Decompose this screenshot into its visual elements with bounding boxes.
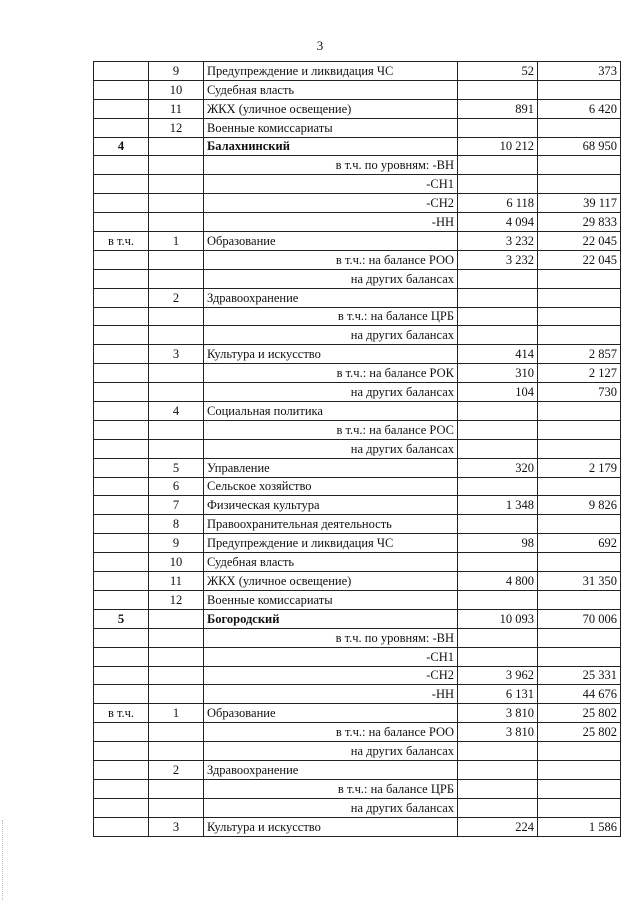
- table-row: [94, 742, 621, 761]
- cell-value-1: 6 131: [458, 685, 538, 704]
- cell-district-no: [94, 326, 149, 345]
- table-row: [94, 534, 621, 553]
- cell-district-no: [94, 798, 149, 817]
- cell-item-no: 4: [149, 402, 204, 421]
- table-row: [94, 288, 621, 307]
- cell-value-1: 10 212: [458, 137, 538, 156]
- cell-name: Образование: [204, 704, 458, 723]
- cell-value-1: 3 810: [458, 723, 538, 742]
- cell-item-no: 1: [149, 704, 204, 723]
- cell-name: -НН: [204, 685, 458, 704]
- cell-value-2: [538, 269, 621, 288]
- cell-district-no: [94, 723, 149, 742]
- cell-value-1: [458, 420, 538, 439]
- cell-value-2: [538, 439, 621, 458]
- cell-value-1: 52: [458, 62, 538, 81]
- table-row: [94, 326, 621, 345]
- cell-district-no: [94, 156, 149, 175]
- cell-name: в т.ч. по уровням: -ВН: [204, 156, 458, 175]
- cell-value-2: 1 586: [538, 817, 621, 836]
- cell-name: в т.ч.: на балансе РОО: [204, 723, 458, 742]
- cell-value-2: [538, 156, 621, 175]
- cell-value-2: [538, 590, 621, 609]
- table-row: [94, 213, 621, 232]
- cell-item-no: [149, 609, 204, 628]
- cell-value-1: [458, 760, 538, 779]
- cell-district-no: [94, 307, 149, 326]
- cell-name: Здравоохранение: [204, 760, 458, 779]
- cell-value-2: [538, 307, 621, 326]
- cell-name: в т.ч.: на балансе ЦРБ: [204, 307, 458, 326]
- table-row: [94, 420, 621, 439]
- cell-item-no: 3: [149, 345, 204, 364]
- cell-item-no: 10: [149, 553, 204, 572]
- cell-item-no: 9: [149, 62, 204, 81]
- cell-value-1: [458, 80, 538, 99]
- cell-value-1: [458, 628, 538, 647]
- table-row: [94, 307, 621, 326]
- cell-name: Предупреждение и ликвидация ЧС: [204, 62, 458, 81]
- cell-item-no: [149, 156, 204, 175]
- cell-district-no: [94, 458, 149, 477]
- cell-item-no: [149, 175, 204, 194]
- table-row: [94, 666, 621, 685]
- table-row: [94, 628, 621, 647]
- cell-district-no: [94, 779, 149, 798]
- table-row: [94, 383, 621, 402]
- table-body: [94, 62, 621, 837]
- cell-value-1: [458, 515, 538, 534]
- cell-item-no: [149, 250, 204, 269]
- cell-value-1: 98: [458, 534, 538, 553]
- cell-name: на других балансах: [204, 383, 458, 402]
- cell-value-1: 6 118: [458, 194, 538, 213]
- cell-name: -СН2: [204, 666, 458, 685]
- table-row: [94, 590, 621, 609]
- cell-item-no: 5: [149, 458, 204, 477]
- table-row: [94, 496, 621, 515]
- cell-district-no: [94, 534, 149, 553]
- table-row: [94, 704, 621, 723]
- cell-value-1: 320: [458, 458, 538, 477]
- cell-district-no: [94, 213, 149, 232]
- cell-name: Судебная власть: [204, 80, 458, 99]
- cell-value-2: 692: [538, 534, 621, 553]
- cell-district-no: [94, 439, 149, 458]
- cell-name: Здравоохранение: [204, 288, 458, 307]
- table-row: [94, 80, 621, 99]
- cell-name: в т.ч.: на балансе РОС: [204, 420, 458, 439]
- cell-item-no: [149, 137, 204, 156]
- cell-value-1: [458, 156, 538, 175]
- table-row: [94, 269, 621, 288]
- cell-value-1: 3 232: [458, 232, 538, 251]
- cell-item-no: 3: [149, 817, 204, 836]
- cell-name: на других балансах: [204, 742, 458, 761]
- cell-value-2: [538, 798, 621, 817]
- budget-table: [93, 61, 621, 837]
- cell-value-2: [538, 742, 621, 761]
- cell-item-no: [149, 742, 204, 761]
- cell-district-no: [94, 250, 149, 269]
- cell-name: Богородский: [204, 609, 458, 628]
- cell-value-1: [458, 175, 538, 194]
- cell-value-1: [458, 288, 538, 307]
- table-row: [94, 723, 621, 742]
- cell-value-1: 3 962: [458, 666, 538, 685]
- cell-name: на других балансах: [204, 269, 458, 288]
- cell-item-no: 1: [149, 232, 204, 251]
- table-row: [94, 458, 621, 477]
- cell-item-no: [149, 798, 204, 817]
- cell-item-no: [149, 364, 204, 383]
- cell-name: ЖКХ (уличное освещение): [204, 99, 458, 118]
- cell-value-2: [538, 420, 621, 439]
- scan-edge-mark: [2, 820, 5, 900]
- cell-value-1: 4 800: [458, 572, 538, 591]
- cell-value-2: 39 117: [538, 194, 621, 213]
- cell-name: Управление: [204, 458, 458, 477]
- cell-name: Судебная власть: [204, 553, 458, 572]
- cell-value-1: [458, 477, 538, 496]
- table-row: [94, 760, 621, 779]
- cell-name: Военные комиссариаты: [204, 590, 458, 609]
- cell-value-1: [458, 779, 538, 798]
- cell-value-1: [458, 553, 538, 572]
- cell-district-no: 5: [94, 609, 149, 628]
- cell-value-2: [538, 760, 621, 779]
- table-row: [94, 137, 621, 156]
- cell-name: на других балансах: [204, 439, 458, 458]
- cell-value-2: 2 127: [538, 364, 621, 383]
- cell-district-no: [94, 175, 149, 194]
- cell-value-2: 70 006: [538, 609, 621, 628]
- cell-district-no: [94, 402, 149, 421]
- table-row: [94, 118, 621, 137]
- cell-district-no: [94, 194, 149, 213]
- cell-item-no: [149, 439, 204, 458]
- cell-value-2: [538, 118, 621, 137]
- cell-item-no: [149, 307, 204, 326]
- cell-district-no: [94, 118, 149, 137]
- cell-item-no: 2: [149, 760, 204, 779]
- cell-name: в т.ч.: на балансе РОО: [204, 250, 458, 269]
- cell-value-2: [538, 326, 621, 345]
- table-row: [94, 609, 621, 628]
- cell-value-2: [538, 553, 621, 572]
- cell-district-no: в т.ч.: [94, 704, 149, 723]
- cell-item-no: [149, 685, 204, 704]
- cell-name: в т.ч.: на балансе ЦРБ: [204, 779, 458, 798]
- cell-district-no: [94, 496, 149, 515]
- cell-item-no: 12: [149, 590, 204, 609]
- table-row: [94, 62, 621, 81]
- cell-item-no: [149, 420, 204, 439]
- cell-name: в т.ч. по уровням: -ВН: [204, 628, 458, 647]
- cell-district-no: [94, 80, 149, 99]
- cell-name: ЖКХ (уличное освещение): [204, 572, 458, 591]
- cell-value-2: 22 045: [538, 232, 621, 251]
- cell-value-1: [458, 647, 538, 666]
- cell-value-1: 891: [458, 99, 538, 118]
- cell-value-1: [458, 326, 538, 345]
- cell-district-no: [94, 345, 149, 364]
- cell-district-no: [94, 647, 149, 666]
- cell-name: Балахнинский: [204, 137, 458, 156]
- cell-item-no: [149, 779, 204, 798]
- cell-district-no: [94, 269, 149, 288]
- cell-value-1: [458, 402, 538, 421]
- cell-value-1: [458, 118, 538, 137]
- cell-value-2: 6 420: [538, 99, 621, 118]
- cell-value-2: [538, 647, 621, 666]
- table-row: [94, 779, 621, 798]
- cell-item-no: [149, 666, 204, 685]
- cell-item-no: [149, 194, 204, 213]
- cell-value-2: [538, 288, 621, 307]
- cell-name: Сельское хозяйство: [204, 477, 458, 496]
- table-row: [94, 250, 621, 269]
- table-row: [94, 553, 621, 572]
- cell-item-no: 9: [149, 534, 204, 553]
- table-row: [94, 515, 621, 534]
- cell-name: -СН1: [204, 175, 458, 194]
- table-row: [94, 402, 621, 421]
- cell-name: Военные комиссариаты: [204, 118, 458, 137]
- table-row: [94, 156, 621, 175]
- cell-district-no: [94, 364, 149, 383]
- cell-value-1: 104: [458, 383, 538, 402]
- cell-item-no: 2: [149, 288, 204, 307]
- cell-district-no: [94, 628, 149, 647]
- cell-item-no: [149, 647, 204, 666]
- table-row: [94, 685, 621, 704]
- cell-value-1: 10 093: [458, 609, 538, 628]
- cell-district-no: [94, 288, 149, 307]
- cell-district-no: [94, 590, 149, 609]
- table-row: [94, 364, 621, 383]
- cell-value-1: 224: [458, 817, 538, 836]
- cell-value-2: 25 802: [538, 704, 621, 723]
- cell-name: Правоохранительная деятельность: [204, 515, 458, 534]
- cell-value-2: 44 676: [538, 685, 621, 704]
- cell-name: на других балансах: [204, 326, 458, 345]
- cell-item-no: 11: [149, 572, 204, 591]
- cell-value-1: 4 094: [458, 213, 538, 232]
- cell-value-1: [458, 798, 538, 817]
- cell-value-1: [458, 742, 538, 761]
- cell-name: Физическая культура: [204, 496, 458, 515]
- cell-name: Социальная политика: [204, 402, 458, 421]
- cell-district-no: [94, 477, 149, 496]
- cell-value-2: 9 826: [538, 496, 621, 515]
- cell-item-no: [149, 326, 204, 345]
- cell-value-2: [538, 175, 621, 194]
- cell-district-no: [94, 817, 149, 836]
- cell-name: Предупреждение и ликвидация ЧС: [204, 534, 458, 553]
- table-row: [94, 345, 621, 364]
- cell-name: Культура и искусство: [204, 817, 458, 836]
- cell-value-1: [458, 439, 538, 458]
- cell-item-no: [149, 723, 204, 742]
- cell-value-2: [538, 80, 621, 99]
- cell-value-1: [458, 307, 538, 326]
- table-row: [94, 194, 621, 213]
- cell-value-2: 68 950: [538, 137, 621, 156]
- cell-value-2: 373: [538, 62, 621, 81]
- cell-value-2: [538, 779, 621, 798]
- cell-district-no: [94, 515, 149, 534]
- cell-item-no: 12: [149, 118, 204, 137]
- cell-name: -СН1: [204, 647, 458, 666]
- cell-district-no: [94, 420, 149, 439]
- cell-district-no: [94, 572, 149, 591]
- cell-district-no: 4: [94, 137, 149, 156]
- cell-value-1: 310: [458, 364, 538, 383]
- cell-district-no: [94, 383, 149, 402]
- cell-item-no: 6: [149, 477, 204, 496]
- cell-value-2: [538, 628, 621, 647]
- table-row: [94, 175, 621, 194]
- cell-name: Культура и искусство: [204, 345, 458, 364]
- cell-value-2: 29 833: [538, 213, 621, 232]
- table-row: [94, 817, 621, 836]
- cell-name: -СН2: [204, 194, 458, 213]
- table-row: [94, 439, 621, 458]
- cell-item-no: 10: [149, 80, 204, 99]
- cell-district-no: в т.ч.: [94, 232, 149, 251]
- table-row: [94, 798, 621, 817]
- cell-item-no: [149, 213, 204, 232]
- cell-value-1: [458, 269, 538, 288]
- cell-district-no: [94, 62, 149, 81]
- table-row: [94, 647, 621, 666]
- cell-value-1: 3 810: [458, 704, 538, 723]
- table-row: [94, 572, 621, 591]
- table-row: [94, 99, 621, 118]
- cell-item-no: 8: [149, 515, 204, 534]
- cell-value-1: 1 348: [458, 496, 538, 515]
- cell-value-1: 3 232: [458, 250, 538, 269]
- cell-value-2: [538, 515, 621, 534]
- cell-item-no: 7: [149, 496, 204, 515]
- cell-value-2: 2 857: [538, 345, 621, 364]
- cell-value-2: 730: [538, 383, 621, 402]
- cell-name: Образование: [204, 232, 458, 251]
- cell-name: на других балансах: [204, 798, 458, 817]
- cell-value-2: [538, 477, 621, 496]
- table-row: [94, 232, 621, 251]
- cell-item-no: [149, 628, 204, 647]
- cell-item-no: 11: [149, 99, 204, 118]
- cell-district-no: [94, 742, 149, 761]
- cell-name: в т.ч.: на балансе РОК: [204, 364, 458, 383]
- cell-item-no: [149, 269, 204, 288]
- cell-value-1: [458, 590, 538, 609]
- cell-value-2: 25 331: [538, 666, 621, 685]
- cell-value-2: 2 179: [538, 458, 621, 477]
- cell-district-no: [94, 553, 149, 572]
- cell-district-no: [94, 685, 149, 704]
- cell-district-no: [94, 760, 149, 779]
- cell-value-2: [538, 402, 621, 421]
- cell-value-2: 25 802: [538, 723, 621, 742]
- cell-item-no: [149, 383, 204, 402]
- table-row: [94, 477, 621, 496]
- cell-district-no: [94, 666, 149, 685]
- cell-value-2: 22 045: [538, 250, 621, 269]
- page-number: 3: [316, 38, 324, 53]
- cell-value-2: 31 350: [538, 572, 621, 591]
- cell-value-1: 414: [458, 345, 538, 364]
- cell-name: -НН: [204, 213, 458, 232]
- cell-district-no: [94, 99, 149, 118]
